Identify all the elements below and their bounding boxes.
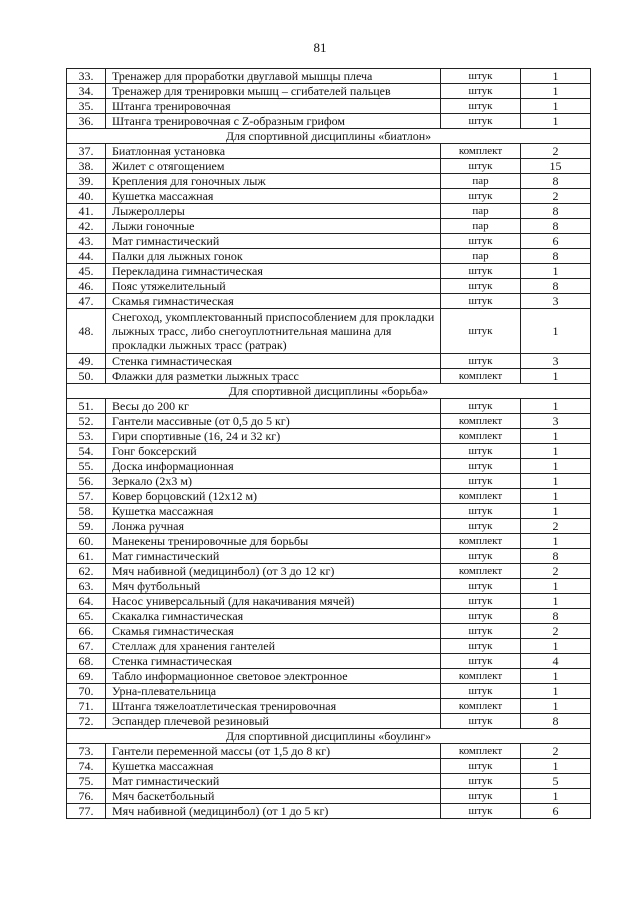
row-number: 75. [67, 774, 106, 789]
item-name: Лыжероллеры [106, 204, 441, 219]
equipment-table [66, 68, 591, 819]
row-number: 76. [67, 789, 106, 804]
item-name: Урна-плевательница [106, 684, 441, 699]
item-name: Лонжа ручная [106, 519, 441, 534]
item-quantity: 1 [521, 684, 591, 699]
item-name: Тренажер для тренировки мышц – сгибателей пальцев [106, 84, 441, 99]
table-row [67, 234, 591, 249]
item-unit: комплект [441, 534, 521, 549]
item-name: Мат гимнастический [106, 234, 441, 249]
row-number: 34. [67, 84, 106, 99]
item-unit: штук [441, 444, 521, 459]
item-name: Тренажер для проработки двуглавой мышцы плеча [106, 69, 441, 84]
item-quantity: 1 [521, 789, 591, 804]
row-number: 77. [67, 804, 106, 819]
item-name: Мат гимнастический [106, 549, 441, 564]
table-row [67, 669, 591, 684]
table-row [67, 114, 591, 129]
table-row [67, 474, 591, 489]
item-quantity: 1 [521, 699, 591, 714]
table-row [67, 549, 591, 564]
item-name: Крепления для гоночных лыж [106, 174, 441, 189]
row-number: 35. [67, 99, 106, 114]
item-name: Кушетка массажная [106, 504, 441, 519]
page-number: 81 [313, 40, 327, 55]
item-unit: комплект [441, 369, 521, 384]
item-unit: штук [441, 549, 521, 564]
table-row [67, 759, 591, 774]
table-row [67, 579, 591, 594]
item-name: Манекены тренировочные для борьбы [106, 534, 441, 549]
row-number: 65. [67, 609, 106, 624]
item-unit: штук [441, 504, 521, 519]
item-quantity: 1 [521, 429, 591, 444]
item-quantity: 1 [521, 534, 591, 549]
table-row [67, 219, 591, 234]
item-name: Насос универсальный (для накачивания мячей) [106, 594, 441, 609]
item-unit: штук [441, 609, 521, 624]
table-row [67, 489, 591, 504]
item-quantity: 1 [521, 759, 591, 774]
row-number: 68. [67, 654, 106, 669]
table-row [67, 609, 591, 624]
table-row [67, 654, 591, 669]
item-unit: комплект [441, 144, 521, 159]
item-unit: штук [441, 399, 521, 414]
section-header-row [67, 129, 591, 144]
table-row [67, 264, 591, 279]
item-quantity: 1 [521, 399, 591, 414]
row-number: 69. [67, 669, 106, 684]
row-number: 48. [67, 309, 106, 354]
item-unit: комплект [441, 414, 521, 429]
item-quantity: 15 [521, 159, 591, 174]
item-name: Скамья гимнастическая [106, 294, 441, 309]
table-row [67, 249, 591, 264]
item-name: Мяч набивной (медицинбол) (от 3 до 12 кг) [106, 564, 441, 579]
row-number: 52. [67, 414, 106, 429]
item-quantity: 1 [521, 459, 591, 474]
table-row [67, 684, 591, 699]
item-quantity: 1 [521, 69, 591, 84]
item-name: Стенка гимнастическая [106, 654, 441, 669]
item-quantity: 2 [521, 744, 591, 759]
table-row [67, 594, 591, 609]
item-quantity: 8 [521, 219, 591, 234]
item-name: Мяч баскетбольный [106, 789, 441, 804]
item-unit: штук [441, 309, 521, 354]
item-unit: штук [441, 624, 521, 639]
row-number: 39. [67, 174, 106, 189]
item-unit: пар [441, 204, 521, 219]
row-number: 36. [67, 114, 106, 129]
table-row [67, 504, 591, 519]
item-unit: штук [441, 294, 521, 309]
row-number: 63. [67, 579, 106, 594]
table-row [67, 204, 591, 219]
item-unit: пар [441, 174, 521, 189]
table-row [67, 519, 591, 534]
row-number: 49. [67, 354, 106, 369]
item-name: Флажки для разметки лыжных трасс [106, 369, 441, 384]
item-unit: штук [441, 189, 521, 204]
item-unit: штук [441, 654, 521, 669]
item-unit: комплект [441, 429, 521, 444]
row-number: 64. [67, 594, 106, 609]
table-row [67, 159, 591, 174]
row-number: 54. [67, 444, 106, 459]
item-name: Жилет с отягощением [106, 159, 441, 174]
table-row [67, 174, 591, 189]
row-number: 41. [67, 204, 106, 219]
item-name: Скакалка гимнастическая [106, 609, 441, 624]
item-name: Эспандер плечевой резиновый [106, 714, 441, 729]
item-quantity: 1 [521, 84, 591, 99]
row-number: 38. [67, 159, 106, 174]
item-quantity: 8 [521, 609, 591, 624]
item-quantity: 8 [521, 714, 591, 729]
item-name: Биатлонная установка [106, 144, 441, 159]
item-name: Мат гимнастический [106, 774, 441, 789]
row-number: 66. [67, 624, 106, 639]
item-quantity: 3 [521, 354, 591, 369]
item-name: Кушетка массажная [106, 189, 441, 204]
item-unit: штук [441, 804, 521, 819]
item-name: Скамья гимнастическая [106, 624, 441, 639]
item-unit: штук [441, 474, 521, 489]
item-unit: штук [441, 234, 521, 249]
item-unit: пар [441, 219, 521, 234]
row-number: 72. [67, 714, 106, 729]
item-name: Гонг боксерский [106, 444, 441, 459]
table-row [67, 84, 591, 99]
item-name: Зеркало (2х3 м) [106, 474, 441, 489]
item-name: Стенка гимнастическая [106, 354, 441, 369]
item-quantity: 2 [521, 564, 591, 579]
item-unit: штук [441, 159, 521, 174]
table-row [67, 99, 591, 114]
item-quantity: 6 [521, 804, 591, 819]
item-quantity: 5 [521, 774, 591, 789]
row-number: 37. [67, 144, 106, 159]
row-number: 40. [67, 189, 106, 204]
item-quantity: 2 [521, 144, 591, 159]
item-name: Пояс утяжелительный [106, 279, 441, 294]
section-header-row [67, 384, 591, 399]
item-unit: штук [441, 759, 521, 774]
table-row [67, 699, 591, 714]
row-number: 50. [67, 369, 106, 384]
row-number: 55. [67, 459, 106, 474]
row-number: 47. [67, 294, 106, 309]
table-row [67, 534, 591, 549]
item-name: Гантели массивные (от 0,5 до 5 кг) [106, 414, 441, 429]
row-number: 58. [67, 504, 106, 519]
table-row [67, 714, 591, 729]
item-quantity: 8 [521, 204, 591, 219]
item-name: Мяч футбольный [106, 579, 441, 594]
item-quantity: 1 [521, 504, 591, 519]
item-quantity: 2 [521, 519, 591, 534]
table-row [67, 369, 591, 384]
table-row [67, 279, 591, 294]
item-name: Гантели переменной массы (от 1,5 до 8 кг) [106, 744, 441, 759]
item-name: Снегоход, укомплектованный приспособлением для прокладки лыжных трасс, либо снегоуплотнительная машина для прокладки лыжных трасс (ратрак) [106, 309, 441, 354]
item-unit: штук [441, 279, 521, 294]
item-unit: штук [441, 684, 521, 699]
item-name: Штанга тренировочная [106, 99, 441, 114]
table-row [67, 789, 591, 804]
item-name: Кушетка массажная [106, 759, 441, 774]
item-name: Весы до 200 кг [106, 399, 441, 414]
row-number: 45. [67, 264, 106, 279]
section-header: Для спортивной дисциплины «борьба» [67, 384, 591, 399]
item-unit: штук [441, 354, 521, 369]
item-quantity: 8 [521, 174, 591, 189]
item-quantity: 3 [521, 414, 591, 429]
item-name: Перекладина гимнастическая [106, 264, 441, 279]
row-number: 42. [67, 219, 106, 234]
table-row [67, 429, 591, 444]
item-unit: комплект [441, 669, 521, 684]
item-name: Ковер борцовский (12х12 м) [106, 489, 441, 504]
item-name: Гири спортивные (16, 24 и 32 кг) [106, 429, 441, 444]
table-row [67, 624, 591, 639]
item-name: Палки для лыжных гонок [106, 249, 441, 264]
table-row [67, 414, 591, 429]
item-quantity: 8 [521, 279, 591, 294]
item-unit: пар [441, 249, 521, 264]
equipment-table-body [67, 69, 591, 819]
row-number: 53. [67, 429, 106, 444]
item-unit: комплект [441, 744, 521, 759]
item-quantity: 1 [521, 669, 591, 684]
item-unit: штук [441, 519, 521, 534]
section-header-row [67, 729, 591, 744]
row-number: 33. [67, 69, 106, 84]
item-name: Лыжи гоночные [106, 219, 441, 234]
item-unit: штук [441, 579, 521, 594]
row-number: 74. [67, 759, 106, 774]
item-unit: штук [441, 714, 521, 729]
item-quantity: 4 [521, 654, 591, 669]
row-number: 59. [67, 519, 106, 534]
item-quantity: 6 [521, 234, 591, 249]
item-quantity: 2 [521, 624, 591, 639]
table-row [67, 69, 591, 84]
item-unit: комплект [441, 564, 521, 579]
row-number: 56. [67, 474, 106, 489]
item-unit: штук [441, 264, 521, 279]
table-row [67, 744, 591, 759]
item-quantity: 1 [521, 99, 591, 114]
item-quantity: 1 [521, 369, 591, 384]
item-quantity: 1 [521, 489, 591, 504]
item-quantity: 1 [521, 114, 591, 129]
item-unit: штук [441, 639, 521, 654]
table-row [67, 774, 591, 789]
row-number: 60. [67, 534, 106, 549]
item-unit: комплект [441, 699, 521, 714]
item-unit: штук [441, 84, 521, 99]
row-number: 73. [67, 744, 106, 759]
item-name: Штанга тренировочная с Z-образным грифом [106, 114, 441, 129]
item-unit: штук [441, 99, 521, 114]
row-number: 67. [67, 639, 106, 654]
table-row [67, 564, 591, 579]
section-header: Для спортивной дисциплины «боулинг» [67, 729, 591, 744]
item-quantity: 3 [521, 294, 591, 309]
table-row [67, 144, 591, 159]
item-quantity: 1 [521, 264, 591, 279]
item-name: Мяч набивной (медицинбол) (от 1 до 5 кг) [106, 804, 441, 819]
row-number: 43. [67, 234, 106, 249]
row-number: 62. [67, 564, 106, 579]
item-unit: комплект [441, 489, 521, 504]
table-row [67, 294, 591, 309]
item-quantity: 8 [521, 249, 591, 264]
section-header: Для спортивной дисциплины «биатлон» [67, 129, 591, 144]
item-quantity: 1 [521, 594, 591, 609]
item-quantity: 1 [521, 474, 591, 489]
row-number: 61. [67, 549, 106, 564]
row-number: 70. [67, 684, 106, 699]
item-name: Доска информационная [106, 459, 441, 474]
item-quantity: 8 [521, 549, 591, 564]
row-number: 46. [67, 279, 106, 294]
row-number: 44. [67, 249, 106, 264]
item-quantity: 1 [521, 639, 591, 654]
item-name: Стеллаж для хранения гантелей [106, 639, 441, 654]
table-row [67, 354, 591, 369]
item-name: Табло информационное световое электронное [106, 669, 441, 684]
item-quantity: 1 [521, 309, 591, 354]
item-quantity: 1 [521, 579, 591, 594]
row-number: 57. [67, 489, 106, 504]
table-row [67, 459, 591, 474]
row-number: 51. [67, 399, 106, 414]
item-name: Штанга тяжелоатлетическая тренировочная [106, 699, 441, 714]
row-number: 71. [67, 699, 106, 714]
item-quantity: 2 [521, 189, 591, 204]
table-row [67, 399, 591, 414]
table-row [67, 309, 591, 354]
item-unit: штук [441, 774, 521, 789]
item-unit: штук [441, 459, 521, 474]
table-row [67, 189, 591, 204]
item-unit: штук [441, 594, 521, 609]
table-row [67, 444, 591, 459]
item-unit: штук [441, 69, 521, 84]
item-quantity: 1 [521, 444, 591, 459]
table-row [67, 639, 591, 654]
item-unit: штук [441, 114, 521, 129]
table-row [67, 804, 591, 819]
item-unit: штук [441, 789, 521, 804]
